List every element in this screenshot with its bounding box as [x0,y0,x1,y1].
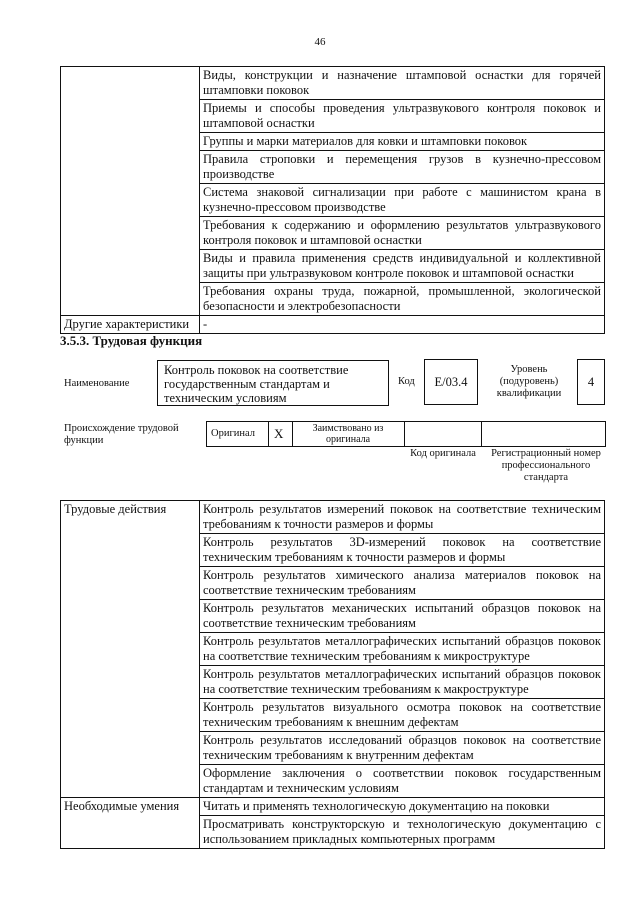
page-number: 46 [314,36,326,48]
level-label: Уровень (подуровень) квалификации [496,364,562,399]
table-row [61,67,605,100]
item-text-cell: Контроль результатов металлографических испытаний образцов поковок на соответствие техническим требованиям к макроструктуре [200,666,605,699]
item-text-cell: Оформление заключения о соответствии поковок государственным стандартам и техническим условиям [200,765,605,798]
item-text-cell: Контроль результатов 3D-измерений поковок на соответствие техническим требованиям к точности размеров и формы [200,534,605,567]
row-text-cell: Группы и марки материалов для ковки и штамповки поковок [200,133,605,151]
item-text-cell: Контроль результатов механических испытаний образцов поковок на соответствие техническим требованиям [200,600,605,633]
original-mark: X [274,426,284,441]
name-label: Наименование [64,378,130,389]
function-name-box [157,360,389,406]
level-value: 4 [587,375,595,389]
function-name-value: Контроль поковок на соответствие государственным стандартам и техническим условиям [164,363,349,405]
knowledge-table [60,66,605,334]
item-text-cell: Контроль результатов измерений поковок на соответствие техническим требованиям к точности размеров и формы [200,501,605,534]
origin-label: Происхождение трудовой функции [64,423,179,446]
item-text-cell: Контроль результатов визуального осмотра поковок на соответствие техническим требованиям к внешним дефектам [200,699,605,732]
code-label: Код [398,376,415,387]
section-heading: 3.5.3. Трудовая функция [60,333,203,348]
row-text-cell: Виды и правила применения средств индивидуальной и коллективной защиты при ультразвуковом контроле поковок и штамповой оснастки [200,250,605,283]
row-text-cell: Система знаковой сигнализации при работе с машинистом крана в кузнечно-прессовом производстве [200,184,605,217]
table-row [61,798,605,816]
item-text-cell: Читать и применять технологическую документацию на поковки [200,798,605,816]
group-label-cell: Трудовые действия [61,501,200,798]
item-text-cell: Просматривать конструкторскую и технологическую документацию с использованием прикладных компьютерных программ [200,816,605,849]
row-text-cell: Виды, конструкции и назначение штамповой оснастки для горячей штамповки поковок [200,67,605,100]
row-label-cell [61,67,200,316]
code-box [424,359,478,405]
row-label-cell: Другие характеристики [61,316,200,334]
code-original-caption: Код оригинала [410,448,476,459]
reg-number-caption: Регистрационный номер профессионального стандарта [491,448,601,483]
item-text-cell: Контроль результатов химического анализа материалов поковок на соответствие техническим требованиям [200,567,605,600]
origin-box [206,421,606,447]
row-text-cell: Требования к содержанию и оформлению результатов ультразвукового контроля поковок и штамповой оснастки [200,217,605,250]
item-text-cell: Контроль результатов металлографических испытаний образцов поковок на соответствие техническим требованиям к микроструктуре [200,633,605,666]
borrowed-label: Заимствовано из оригинала [312,423,384,445]
row-text-cell: Правила строповки и перемещения грузов в кузнечно-прессовом производстве [200,151,605,184]
code-value: E/03.4 [434,375,468,389]
group-label-cell: Необходимые умения [61,798,200,849]
table-row [61,316,605,334]
row-text-cell: - [200,316,605,334]
level-box [577,359,605,405]
labor-actions-table [60,500,605,849]
row-text-cell: Приемы и способы проведения ультразвукового контроля поковок и штамповой оснастки [200,100,605,133]
item-text-cell: Контроль результатов исследований образцов поковок на соответствие техническим требованиям к внутренним дефектам [200,732,605,765]
table-row [61,501,605,534]
original-label: Оригинал [211,428,255,439]
row-text-cell: Требования охраны труда, пожарной, промышленной, экологической безопасности и электробезопасности [200,283,605,316]
